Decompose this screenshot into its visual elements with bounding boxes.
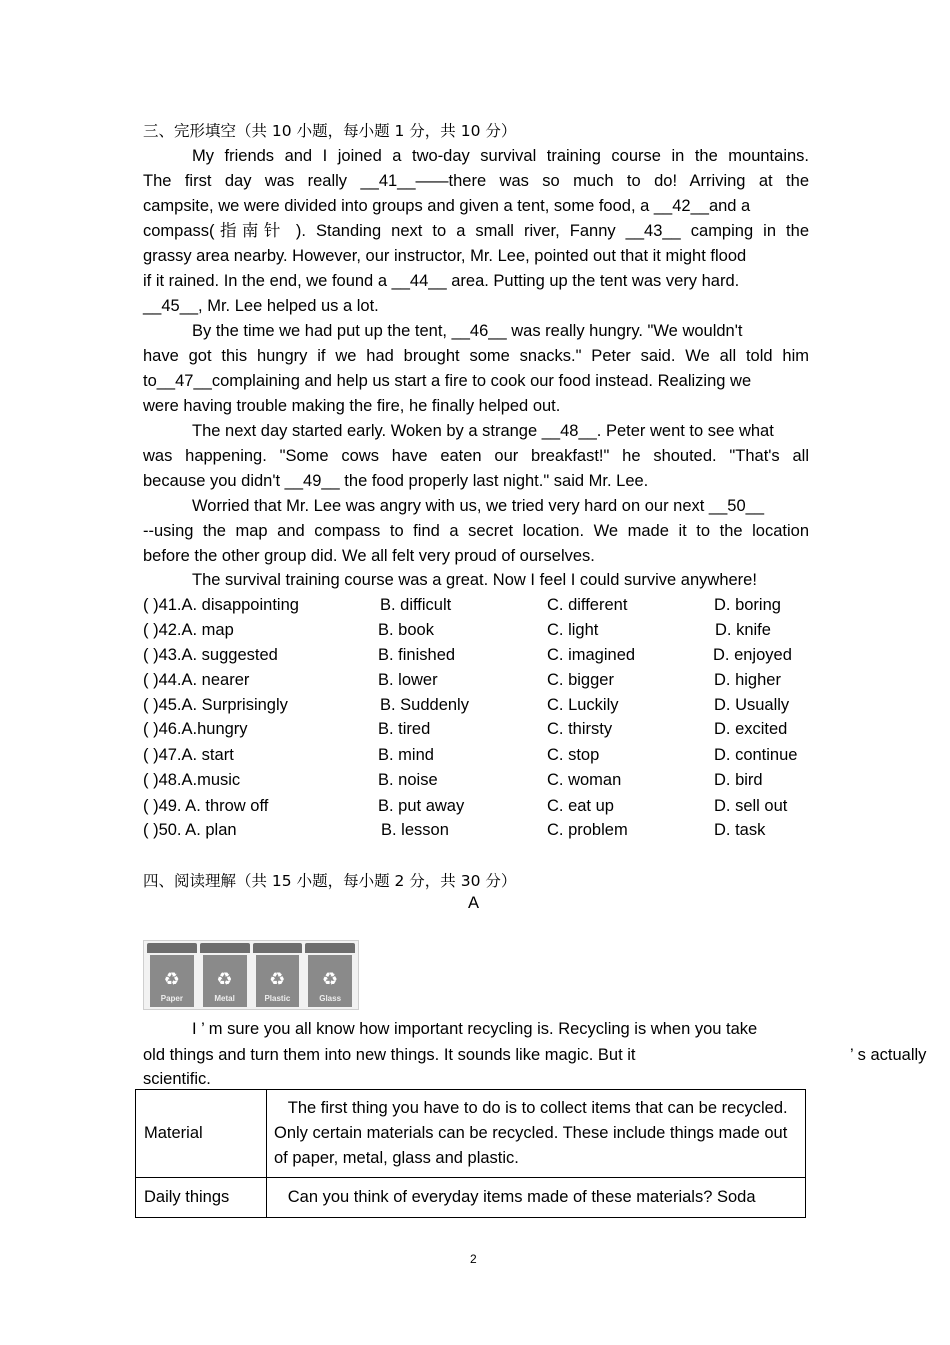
option-d: D. continue	[714, 746, 798, 764]
passage-line: if it rained. In the end, we found a __44__ area. Putting up the tent was very hard.	[143, 272, 740, 290]
intro-line-end: ’ s actually	[850, 1046, 927, 1064]
table-row	[136, 1090, 806, 1178]
option-b: B. book	[378, 621, 434, 639]
question-number: ( )44.A. nearer	[143, 671, 250, 689]
option-d: D. task	[714, 821, 766, 839]
section3-heading: 三、完形填空（共 10 小题，每小题 1 分，共 10 分）	[143, 122, 517, 140]
bin-label: Paper	[160, 994, 183, 1003]
passage-line: to__47__complaining and help us start a fire to cook our food instead. Realizing we	[143, 372, 752, 390]
recycling-table	[135, 1089, 806, 1218]
recycle-icon: ♻	[322, 969, 339, 990]
bin-label: Plastic	[264, 994, 291, 1003]
recycle-icon: ♻	[216, 969, 233, 990]
question-number: ( )41.A. disappointing	[143, 596, 299, 614]
passage-line: By the time we had put up the tent, __46__ was really hungry. "We wouldn't	[192, 322, 743, 340]
option-c: C. thirsty	[547, 720, 613, 738]
option-c: C. woman	[547, 771, 622, 789]
option-b: B. noise	[378, 771, 438, 789]
recycle-icon: ♻	[163, 969, 180, 990]
option-d: D. higher	[714, 671, 781, 689]
passage-line: The first day was really __41__——there was so much to do! Arriving at the	[143, 172, 809, 190]
section4-heading: 四、阅读理解（共 15 小题，每小题 2 分，共 30 分）	[143, 872, 517, 890]
passage-line: The next day started early. Woken by a strange __48__. Peter went to see what	[192, 422, 774, 440]
intro-line: scientific.	[143, 1070, 211, 1088]
option-c: C. light	[547, 621, 599, 639]
passage-line: campsite, we were divided into groups and given a tent, some food, a __42__and a	[143, 197, 751, 215]
intro-line: I ’ m sure you all know how important recycling is. Recycling is when you take	[192, 1020, 758, 1038]
passage-line: The survival training course was a great. Now I feel I could survive anywhere!	[192, 571, 757, 589]
bin-label: Metal	[214, 994, 235, 1003]
option-b: B. Suddenly	[380, 696, 469, 714]
intro-line: old things and turn them into new things. It sounds like magic. But it	[143, 1046, 636, 1064]
passage-line: have got this hungry if we had brought some snacks." Peter said. We all told him	[143, 347, 809, 365]
option-c: C. Luckily	[547, 696, 619, 714]
row-text: Can you think of everyday items made of these materials? Soda	[267, 1178, 806, 1218]
bin-label: Glass	[319, 994, 342, 1003]
question-number: ( )42.A. map	[143, 621, 234, 639]
row-label: Material	[136, 1090, 267, 1178]
option-d: D. bird	[714, 771, 763, 789]
row-label: Daily things	[136, 1178, 267, 1218]
passage-line: was happening. "Some cows have eaten our breakfast!" he shouted. "That's all	[143, 447, 809, 465]
recycle-bin-glass	[305, 943, 355, 1007]
option-b: B. lesson	[381, 821, 449, 839]
option-d: D. Usually	[714, 696, 790, 714]
recycle-bin-plastic	[253, 943, 303, 1007]
passage-line: --using the map and compass to find a secret location. We made it to the location	[143, 522, 809, 540]
passage-line: grassy area nearby. However, our instructor, Mr. Lee, pointed out that it might flood	[143, 247, 747, 265]
passage-line: before the other group did. We all felt very proud of ourselves.	[143, 547, 595, 565]
recycle-bin-metal	[200, 943, 250, 1007]
passage-line: compass(指南针 ). Standing next to a small river, Fanny __43__ camping in the	[143, 222, 809, 240]
passage-line: because you didn't __49__ the food properly last night." said Mr. Lee.	[143, 472, 649, 490]
recycle-bin-paper	[147, 943, 197, 1007]
option-b: B. mind	[378, 746, 434, 764]
page-number: 2	[470, 1252, 477, 1266]
option-c: C. bigger	[547, 671, 614, 689]
option-b: B. difficult	[380, 596, 452, 614]
option-d: D. sell out	[714, 797, 788, 815]
option-d: D. excited	[714, 720, 788, 738]
option-c: C. eat up	[547, 797, 614, 815]
option-c: C. problem	[547, 821, 628, 839]
option-b: B. finished	[378, 646, 456, 664]
question-number: ( )47.A. start	[143, 746, 234, 764]
passage-line: Worried that Mr. Lee was angry with us, we tried very hard on our next __50__	[192, 497, 764, 515]
option-b: B. lower	[378, 671, 438, 689]
recycling-bins-image	[143, 940, 359, 1010]
question-number: ( )48.A.music	[143, 771, 241, 789]
option-c: C. stop	[547, 746, 600, 764]
recycle-icon: ♻	[269, 969, 286, 990]
question-number: ( )45.A. Surprisingly	[143, 696, 288, 714]
passage-line: My friends and I joined a two-day survival training course in the mountains.	[192, 147, 809, 165]
option-b: B. tired	[378, 720, 431, 738]
option-d: D. boring	[714, 596, 781, 614]
table-row	[136, 1178, 806, 1218]
option-c: C. different	[547, 596, 628, 614]
passage-line: __45__, Mr. Lee helped us a lot.	[143, 297, 379, 315]
question-number: ( )43.A. suggested	[143, 646, 278, 664]
row-text: The first thing you have to do is to collect items that can be recycled. Only certain materials can be recycled. These include things made out of paper, metal, glass and plastic.	[267, 1090, 806, 1178]
option-c: C. imagined	[547, 646, 636, 664]
passage-part-label: A	[468, 894, 480, 912]
passage-line: were having trouble making the fire, he finally helped out.	[143, 397, 561, 415]
question-number: ( )46.A.hungry	[143, 720, 248, 738]
option-b: B. put away	[378, 797, 465, 815]
option-d: D. knife	[715, 621, 771, 639]
option-d: D. enjoyed	[713, 646, 792, 664]
question-number: ( )50. A. plan	[143, 821, 237, 839]
question-number: ( )49. A. throw off	[143, 797, 269, 815]
